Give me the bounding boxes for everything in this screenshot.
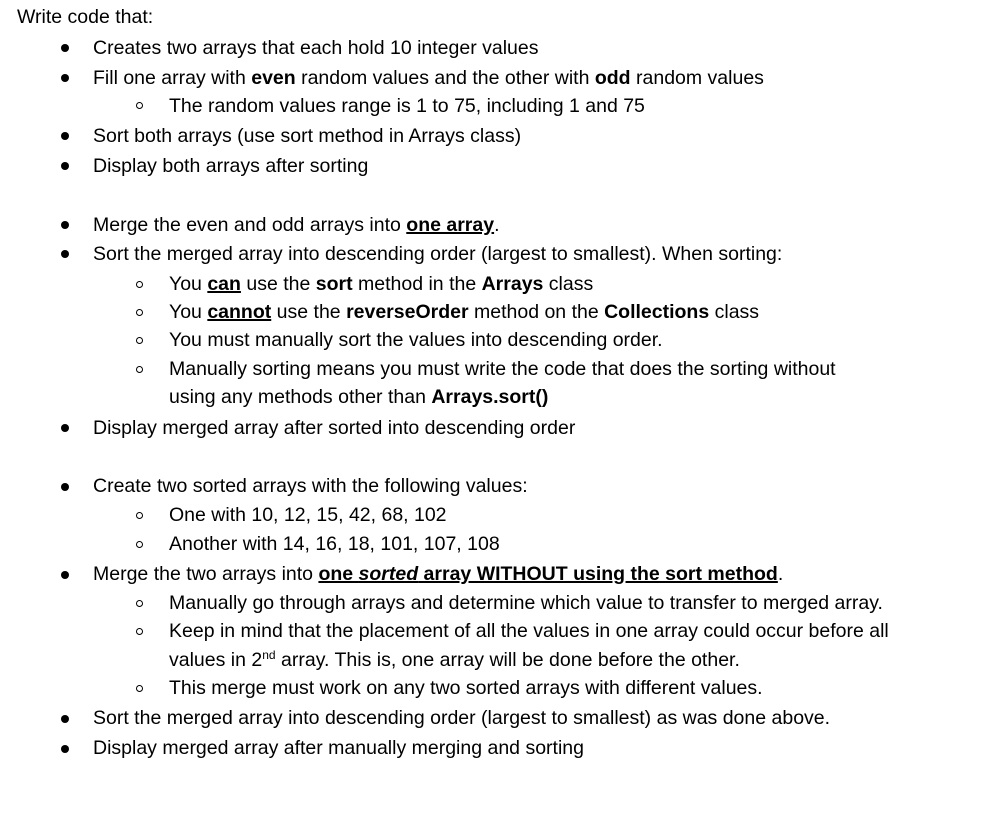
sub-list-item-continuation: using any methods other than Arrays.sort() xyxy=(169,386,549,408)
bullet-icon xyxy=(61,74,69,82)
sub-bullet-icon xyxy=(136,541,143,548)
bullet-icon xyxy=(61,424,69,432)
list-item: Display merged array after manually merging and sorting xyxy=(93,737,584,759)
list-item: Creates two arrays that each hold 10 integer values xyxy=(93,37,539,59)
sub-list-item: You can use the sort method in the Arrays class xyxy=(169,273,594,295)
bullet-icon xyxy=(61,44,69,52)
sub-list-item: This merge must work on any two sorted arrays with different values. xyxy=(169,677,763,699)
list-item: Sort both arrays (use sort method in Arrays class) xyxy=(93,125,522,147)
sub-bullet-icon xyxy=(136,600,143,607)
sub-list-item-continuation: values in 2nd array. This is, one array will be done before the other. xyxy=(169,648,740,671)
list-item: Merge the two arrays into one sorted array WITHOUT using the sort method. xyxy=(93,563,784,585)
sub-list-item: You must manually sort the values into descending order. xyxy=(169,329,663,351)
sub-bullet-icon xyxy=(136,309,143,316)
sub-bullet-icon xyxy=(136,102,143,109)
bullet-icon xyxy=(61,221,69,229)
sub-list-item: Manually go through arrays and determine which value to transfer to merged array. xyxy=(169,592,883,614)
sub-list-item: Manually sorting means you must write the code that does the sorting without xyxy=(169,358,836,380)
sub-bullet-icon xyxy=(136,512,143,519)
sub-bullet-icon xyxy=(136,337,143,344)
bullet-icon xyxy=(61,745,69,753)
sub-bullet-icon xyxy=(136,628,143,635)
list-item: Display merged array after sorted into descending order xyxy=(93,417,576,439)
sub-list-item: Keep in mind that the placement of all the values in one array could occur before all xyxy=(169,620,889,642)
sub-list-item: The random values range is 1 to 75, including 1 and 75 xyxy=(169,95,645,117)
bullet-icon xyxy=(61,715,69,723)
list-item: Display both arrays after sorting xyxy=(93,155,369,177)
bullet-icon xyxy=(61,162,69,170)
list-item: Merge the even and odd arrays into one array. xyxy=(93,214,500,236)
heading: Write code that: xyxy=(17,6,154,28)
sub-bullet-icon xyxy=(136,366,143,373)
list-item: Sort the merged array into descending order (largest to smallest). When sorting: xyxy=(93,243,783,265)
sub-bullet-icon xyxy=(136,281,143,288)
list-item: Create two sorted arrays with the following values: xyxy=(93,475,528,497)
list-item: Fill one array with even random values and the other with odd random values xyxy=(93,67,764,89)
bullet-icon xyxy=(61,132,69,140)
bullet-icon xyxy=(61,483,69,491)
list-item: Sort the merged array into descending order (largest to smallest) as was done above. xyxy=(93,707,831,729)
sub-list-item: You cannot use the reverseOrder method on the Collections class xyxy=(169,301,760,323)
bullet-icon xyxy=(61,571,69,579)
sub-list-item: One with 10, 12, 15, 42, 68, 102 xyxy=(169,504,447,526)
sub-bullet-icon xyxy=(136,685,143,692)
bullet-icon xyxy=(61,250,69,258)
sub-list-item: Another with 14, 16, 18, 101, 107, 108 xyxy=(169,533,500,555)
